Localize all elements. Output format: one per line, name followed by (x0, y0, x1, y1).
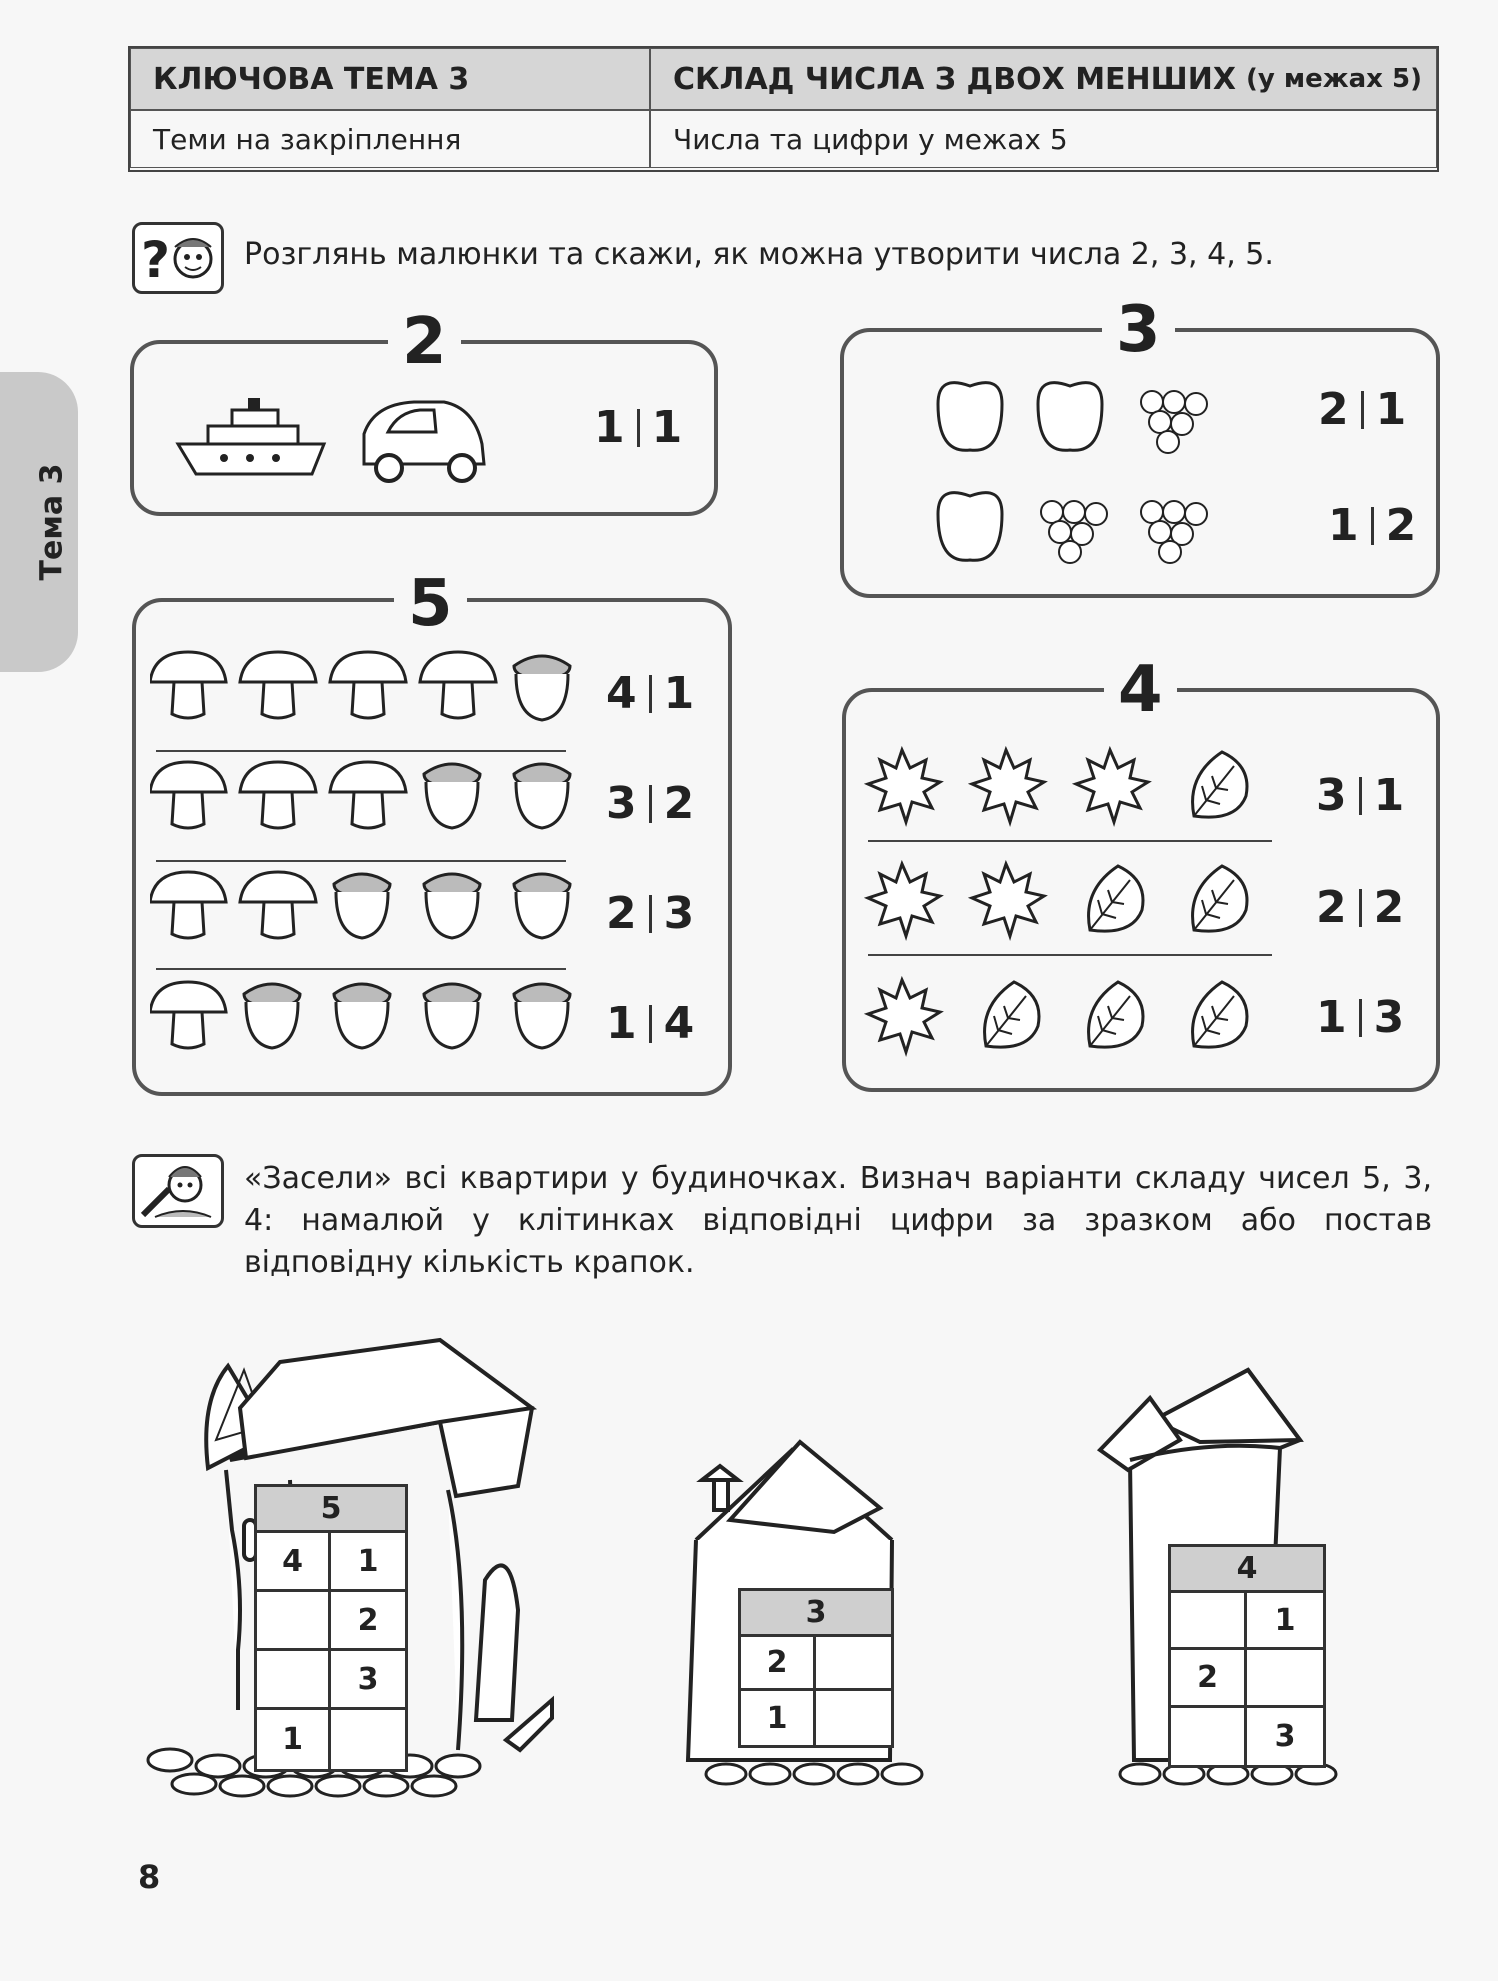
side-tab (0, 372, 78, 672)
house-middle-grid (738, 1588, 894, 1748)
apartment-cell[interactable] (1171, 1593, 1247, 1650)
divider (156, 860, 566, 862)
question-mark-icon (132, 222, 224, 294)
mushrooms-acorns-icon (150, 644, 590, 1084)
topic-label: КЛЮЧОВА ТЕМА 3 (130, 48, 650, 110)
pair-row: 2 3 (606, 888, 695, 939)
pair-row: 4 1 (606, 668, 695, 719)
divider (156, 968, 566, 970)
pair-row: 2 2 (1316, 882, 1405, 933)
apartment-cell[interactable]: 1 (331, 1533, 405, 1592)
apartment-cell[interactable] (1247, 1650, 1323, 1707)
review-value: Числа та цифри у межах 5 (650, 110, 1437, 168)
page-number: 8 (138, 1858, 161, 1896)
roof-number: 5 (257, 1487, 405, 1533)
task2-text: «Засели» всі квартири у будиночках. Визнач варіанти складу чисел 5, 3, 4: намалюй у клітинках відповідні цифри за зразком або постав відповідну кількість крапок. (244, 1161, 1432, 1280)
pair-row: 1 4 (606, 998, 695, 1049)
header-table (128, 46, 1439, 172)
apartment-cell[interactable]: 1 (1247, 1593, 1323, 1650)
apartment-cell[interactable] (1171, 1708, 1247, 1765)
pair-row: 2 1 (1318, 384, 1407, 435)
pair-row: 3 2 (606, 778, 695, 829)
side-tab-label: Тема 3 (34, 463, 70, 581)
house-left-grid (254, 1484, 408, 1772)
apartment-cell[interactable] (257, 1651, 331, 1710)
roof-number: 3 (741, 1591, 891, 1637)
panel-number: 3 (1102, 300, 1175, 360)
panel-three (840, 328, 1440, 598)
pair-row: 1 2 (1328, 500, 1417, 551)
apartment-cell[interactable]: 2 (1171, 1650, 1247, 1707)
apples-raspberries-icon (930, 364, 1230, 574)
apartment-cell[interactable]: 4 (257, 1533, 331, 1592)
apartment-cell[interactable] (816, 1691, 891, 1745)
ship-car-icon (174, 394, 504, 484)
panel-number: 2 (388, 312, 461, 372)
apartment-cell[interactable] (331, 1710, 405, 1769)
apartment-cell[interactable]: 2 (741, 1637, 816, 1691)
apartment-cell[interactable]: 1 (741, 1691, 816, 1745)
maple-birch-leaves-icon (864, 742, 1284, 1072)
topic-title: СКЛАД ЧИСЛА З ДВОХ МЕНШИХ (у межах 5) (650, 48, 1437, 110)
apartment-cell[interactable] (257, 1592, 331, 1651)
review-label: Теми на закріплення (130, 110, 650, 168)
pair-row: 1 1 (594, 402, 683, 453)
divider (868, 840, 1272, 842)
pencil-boy-icon (132, 1154, 224, 1228)
roof-number: 4 (1171, 1547, 1323, 1593)
apartment-cell[interactable]: 2 (331, 1592, 405, 1651)
panel-four (842, 688, 1440, 1092)
apartment-cell[interactable]: 1 (257, 1710, 331, 1769)
pair-row: 3 1 (1316, 770, 1405, 821)
divider (156, 750, 566, 752)
house-right-grid (1168, 1544, 1326, 1768)
panel-five (132, 598, 732, 1096)
apartment-cell[interactable]: 3 (331, 1651, 405, 1710)
apartment-cell[interactable]: 3 (1274, 1718, 1296, 1754)
divider (868, 954, 1272, 956)
apartment-cell[interactable] (816, 1637, 891, 1691)
task1-text: Розглянь малюнки та скажи, як можна утворити числа 2, 3, 4, 5. (244, 237, 1274, 272)
panel-number: 4 (1104, 660, 1177, 720)
topic-range: (у межах 5) (1245, 64, 1422, 94)
pair-row: 1 3 (1316, 992, 1405, 1043)
svg-text:?: ? (141, 231, 171, 289)
panel-number: 5 (394, 574, 467, 634)
